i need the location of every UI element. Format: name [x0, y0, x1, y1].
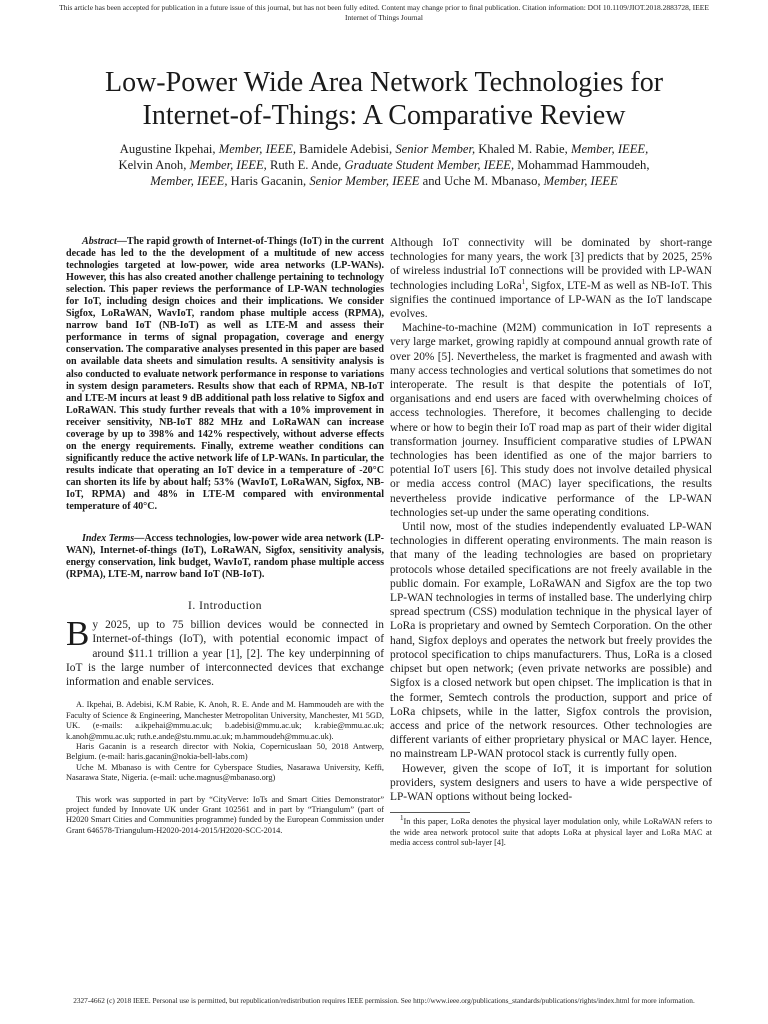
banner-line-2: Internet of Things Journal [345, 13, 423, 22]
author-role: Member, IEEE, [218, 142, 297, 156]
author-role: Graduate Student Member, IEEE, [344, 158, 515, 172]
author-name: Kelvin Anoh, [118, 158, 190, 172]
drop-cap: B [66, 614, 90, 654]
abstract-text: —The rapid growth of Internet-of-Things (IoT) in the current decade has led to the the development of a multitude of new access technologies targeted at low-power, wide area networks (LP-WANs). However, this has also created another challenge pertaining to technology selection. This paper reviews the performance of LP-WAN technologies for IoT, including design choices and their implications. We consider Sigfox, LoRaWAN, WavIoT, random phase multiple access (RPMA), narrow band IoT (NB-IoT) as well as LTE-M and assess their performance in terms of signal propagation, coverage and energy conservation. The comparative analyses presented in this paper are based on available data sheets and simulation results. A sensitivity analysis is also conducted to evaluate network performance in response to variations in system design parameters. Results show that each of RPMA, NB-IoT and LTE-M incurs at least 9 dB additional path loss relative to Sigfox and LoRaWAN. This study further reveals that with a 10% improvement in receiver sensitivity, NB-IoT 882 MHz and LoRaWAN can increase coverage by up to 398% and 142% respectively, without adverse effects on the energy requirements. Finally, extreme weather conditions can significantly reduce the active network life of LP-WANs. In particular, the results indicate that operating an IoT device in a temperature of -20°C can shorten its life by about half; 53% (WavIoT, LoRaWAN, Sigfox, NB-IoT, RPMA) and 48% in LTE-M compared with environmental temperature of 40°C. [66, 236, 384, 513]
footnote-lora [390, 814, 712, 848]
abstract [66, 236, 384, 513]
affiliation-nasarawa: Uche M. Mbanaso is with Centre for Cyberspace Studies, Nasarawa University, Keffi, Nasarawa State, Nigeria. (e-mail: uche.magnus@mbanaso.org) [66, 762, 384, 783]
paragraph-m2m: Machine-to-machine (M2M) communication in IoT represents a very large market, growing rapidly at compound annual growth rate of over 20% [5]. Nevertheless, the market is fragmented and awash with many access technologies and vertical solutions that sometimes do not interoperate. The result is that despite the potentials of IoT, organisations and end users are faced with overwhelming choices of access technologies. Therefore, it becomes challenging to decide where or how to begin their IoT road map as part of their wider digital transformation journey. Insufficient comparative studies of LPWAN technologies has been identified as one of the major barriers to potential IoT users [6]. This study does not involve detailed physical or media access control (MAC) layer specifications, the results nevertheless provide indicative performance of the LP-WAN technologies set-up under the same operating conditions. [390, 322, 712, 519]
author-role: Member, IEEE, [189, 158, 267, 172]
author-name: Bamidele Adebisi, [296, 142, 396, 156]
index-terms-lead: Index Terms [82, 533, 135, 545]
paper-title [40, 66, 728, 132]
title-line-2: Internet-of-Things: A Comparative Review [142, 100, 626, 131]
footnote-divider [390, 812, 470, 813]
funding-note: This work was supported in part by “CityVerve: IoTs and Smart Cities Demonstrator” project funded by Innovate UK under Grant 102561 and in part by “Triangulum” (part of H2020 Smart Cities and Communities programme) funded by the European Commission under Grant 646578-Triangulum-H2020-2014-2015/H2020-SCC-2014. [66, 794, 384, 835]
author-list [40, 141, 728, 189]
abstract-lead: Abstract [82, 236, 117, 247]
footnote-number: 1 [400, 814, 404, 823]
index-terms [66, 533, 384, 581]
publication-banner [10, 3, 758, 23]
footnote-text: In this paper, LoRa denotes the physical layer modulation only, while LoRaWAN refers to the wide area network protocol suite that adopts LoRa at physical layer and LoRa MAC at media access control sub-layer [4]. [390, 817, 712, 847]
index-terms-text: —Access technologies, low-power wide area network (LP-WAN), Internet-of-things (IoT), LoRaWAN, Sigfox, sensitivity analysis, energy conservation, link budget, WavIoT, random phase multiple access (RPMA), LTE-M, narrow band IoT (NB-IoT). [66, 533, 384, 581]
author-name: Haris Gacanin, [227, 174, 310, 188]
affiliation-mmu: A. Ikpehai, B. Adebisi, K.M Rabie, K. Anoh, R. E. Ande and M. Hammoudeh are with the Faculty of Science & Engineering, Manchester Metropolitan University, Manchester, M1 5GD, UK. (e-mails: a.ikpehai@mmu.ac.uk; b.adebisi@mmu.ac.uk; k.rabie@mmu.ac.uk; k.anoh@mmu.ac.uk; ruth.e.ande@stu.mmu.ac.uk; m.hammoudeh@mmu.ac.uk). [66, 700, 384, 741]
paragraph-scope: However, given the scope of IoT, it is important for solution providers, system designers and users to have a wide perspective of LP-WAN options without being locked- [390, 762, 712, 803]
author-role: Senior Member, [395, 142, 476, 156]
affiliation-notes [66, 700, 384, 836]
paragraph-studies: Until now, most of the studies independently evaluated LP-WAN technologies in different operating environments. The main reason is that many of the leading technologies are based on proprietary protocols whose detailed specifications are not freely available in the public domain. For example, LoRaWAN and Sigfox are the top two LP-WAN technologies in terms of installed base. The underlying chirp spread spectrum (CSS) modulation technique in the physical layer of LoRa is proprietary and owned by Semtech Corporation. On the other hand, Sigfox deploys and operates the network but freely provides the protocol specification to chips manufacturers. Thus, LoRa is a closed chipset but open network; (even private networks are possible) and Sigfox is a closed network but open chipset. The implication is that in the former, Semtech controls the production, support and price of LoRa chipsets, while in the latter, Sigfox controls the provision, access and price of the network resources. Other technologies are different variants of either proprietary physical or MAC layer. Hence, no mainstream LP-WAN protocol stack is currently fully open. [390, 521, 712, 761]
section-heading-introduction: I. Introduction [188, 600, 262, 613]
author-name: Mohammad Hammoudeh, [514, 158, 650, 172]
paragraph-text: Although IoT connectivity will be dominated by short-range technologies for many years, the work [3] predicts that by 2025, 25% of wireless industrial IoT connections will be provided with LP-WAN technologies including LoRa [390, 237, 712, 292]
left-column [66, 236, 384, 836]
author-name: and Uche M. Mbanaso, [419, 174, 544, 188]
title-line-1: Low-Power Wide Area Network Technologies for [104, 67, 664, 98]
footnote-marker: 1 [521, 277, 526, 286]
affiliation-nokia: Haris Gacanin is a research director with Nokia, Copernicuslaan 50, 2018 Antwerp, Belgium. (e-mail: haris.gacanin@nokia-bell-labs.com) [66, 741, 384, 762]
paragraph-text: , Sigfox, LTE-M as well as NB-IoT. This signifies the continued importance of LP-WAN as the IoT landscape evolves. [390, 279, 712, 321]
author-role: Member, IEEE [543, 174, 618, 188]
paragraph-connectivity [390, 236, 712, 321]
author-name: Khaled M. Rabie, [475, 142, 571, 156]
right-column [390, 236, 712, 848]
author-role: Member, IEEE, [150, 174, 228, 188]
banner-line-1: This article has been accepted for publication in a future issue of this journal, but has not been fully edited. Content may change prior to final publication. Citation information: DOI 10.1109/JIOT.2018.2883728, IEEE [59, 3, 709, 12]
author-role: Senior Member, IEEE [309, 174, 420, 188]
author-role: Member, IEEE, [570, 142, 649, 156]
copyright-footer: 2327-4662 (c) 2018 IEEE. Personal use is permitted, but republication/redistribution requires IEEE permission. See http://www.ieee.org/publications_standards/publications/rights/index.html for more information. [73, 996, 695, 1005]
author-name: Augustine Ikpehai, [119, 142, 219, 156]
intro-paragraph [66, 614, 384, 689]
author-name: Ruth E. Ande, [266, 158, 345, 172]
intro-text: y 2025, up to 75 billion devices would be connected in Internet-of-things (IoT), with potential economic impact of around $11.1 trillion a year [1], [2]. The key underpinning of IoT is the large number of interconnected devices that exchange information and enable services. [66, 619, 384, 689]
